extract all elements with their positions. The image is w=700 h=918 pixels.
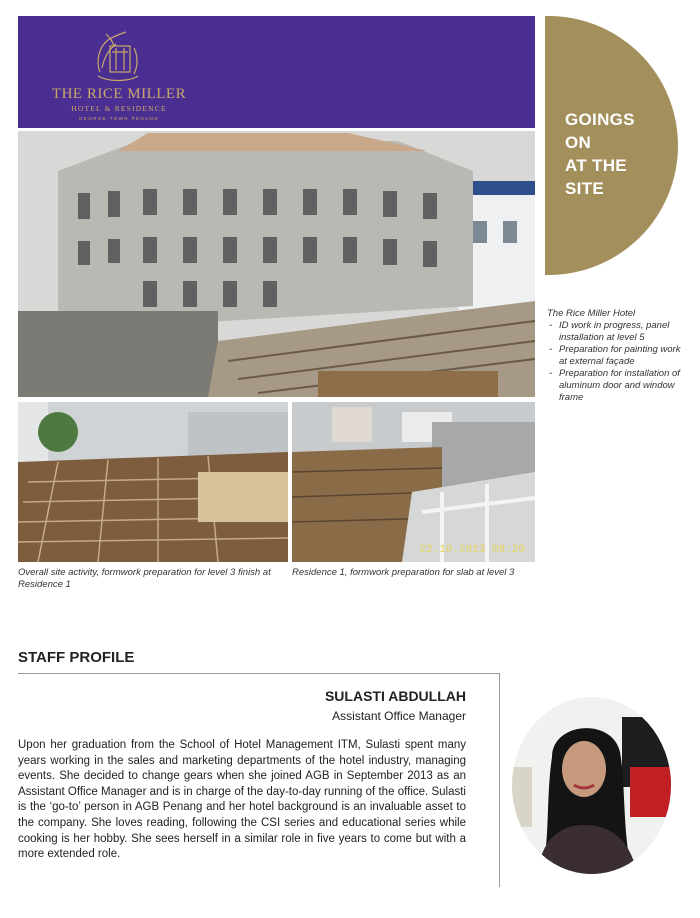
logo-title: THE RICE MILLER [51, 86, 187, 102]
logo-location: GEORGE TOWN PENANG [78, 116, 160, 121]
formwork-level3-photo [18, 402, 288, 562]
construction-site-photo [18, 131, 535, 397]
staff-profile-heading: STAFF PROFILE [18, 649, 135, 666]
photo-timestamp: 22.10.2013 08:20 [419, 544, 525, 556]
hotel-caption-title: The Rice Miller Hotel [547, 308, 636, 319]
list-item: - Preparation for installation of aluminum door and window frame [547, 368, 682, 404]
goings-on-badge [545, 16, 678, 275]
list-item: - Preparation for painting work at external façade [547, 344, 682, 368]
goings-line-3: AT THE [565, 156, 627, 175]
photo-a-caption: Overall site activity, formwork preparation for level 3 finish at Residence 1 [18, 567, 271, 590]
staff-name: SULASTI ABDULLAH [324, 688, 466, 704]
goings-on-title [565, 108, 635, 200]
rice-miller-emblem-icon [92, 28, 144, 86]
hotel-caption [547, 308, 682, 404]
list-item: - ID work in progress, panel installation at level 5 [547, 320, 682, 344]
logo-subtitle: HOTEL & RESIDENCE [71, 104, 167, 113]
staff-portrait-photo [512, 697, 671, 874]
logo-panel [18, 16, 535, 128]
goings-line-1: GOINGS [565, 110, 635, 129]
goings-line-4: SITE [565, 179, 604, 198]
staff-bio: Upon her graduation from the School of Hotel Management ITM, Sulasti spent many years working in the sales and marketing departments of the hotel industry, managing events. She decided to change gears when she joined AGB in September 2013 as an Assistant Office Manager and is in charge of the day-to-day running of the office. Sulasti is the ‘go-to’ person in AGB Penang and her hotel background is an invaluable asset to the company. She loves reading, following the CSI series and educational series while cooking is her hobby. She sees herself in a similar role in five years to come but with a more extended role. [18, 739, 466, 861]
staff-role: Assistant Office Manager [332, 709, 466, 723]
hotel-caption-list [547, 320, 682, 404]
residence1-slab-photo [292, 402, 535, 562]
goings-line-2: ON [565, 133, 592, 152]
photo-b-caption: Residence 1, formwork preparation for slab at level 3 [292, 567, 515, 578]
